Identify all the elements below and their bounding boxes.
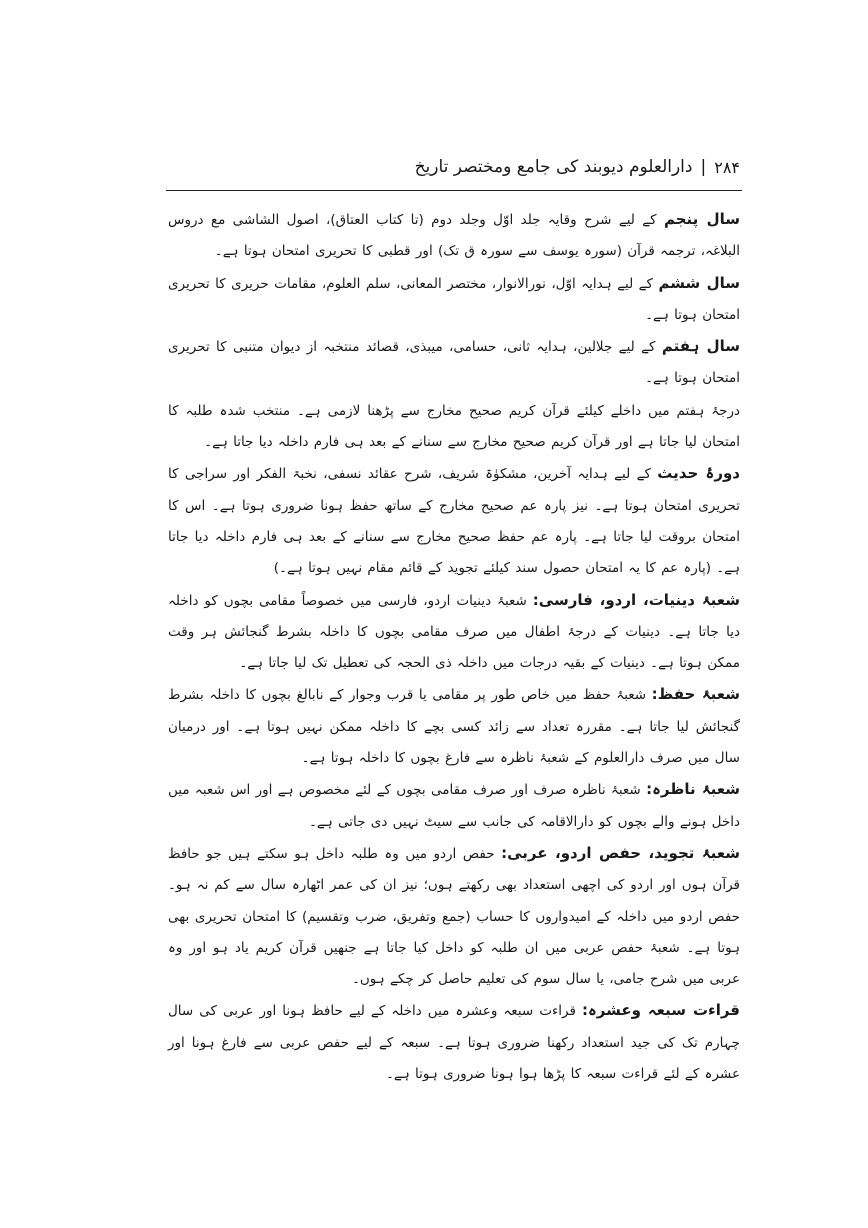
paragraph-text: شعبۂ ناظرہ صرف اور صرف مقامی بچوں کے لئے مخصوص ہے اور اس شعبہ میں داخل ہونے والے بچوں کو دارالاقامہ کی جانب سے سیٹ نہیں دی جاتی ہے۔ [168,782,740,830]
paragraph-heading: سال پنجم [663,210,740,228]
paragraph-text: شعبۂ حفظ میں خاص طور پر مقامی یا قرب وجوار کے نابالغ بچوں کا داخلہ بشرط گنجائش لیا جاتا ہے۔ مقررہ تعداد سے زائد کسی بچے کا داخلہ ممکن نہیں ہوتا ہے۔ اور درمیان سال میں صرف دارالعلوم کے شعبۂ ناظرہ سے فارغ بچوں کا داخلہ ہوتا ہے۔ [168,687,740,767]
paragraph-nazira [168,774,740,838]
paragraph-year-6 [168,268,740,332]
running-header [168,150,740,184]
paragraph-text: کے لیے ہدایہ اوّل، نورالانوار، مختصر المعانی، سلم العلوم، مقامات حریری کا تحریری امتحان ہوتا ہے۔ [168,275,740,323]
paragraph-diniyat [168,585,740,680]
paragraph-text: درجۂ ہفتم میں داخلے کیلئے قرآن کریم صحیح مخارج سے پڑھنا لازمی ہے۔ منتخب شدہ طلبہ کا امتحان لیا جاتا ہے اور قرآن کریم صحیح مخارج سے سنانے کے بعد ہی فارم داخلہ دیا جاتا ہے۔ [168,402,740,451]
paragraph-year-7 [168,331,740,395]
paragraph-year-7-admission [168,395,740,459]
page-number: ۲۸۴ [714,157,740,177]
paragraph-text: کے لیے ہدایہ آخرین، مشکوٰۃ شریف، شرح عقائد نسفی، نخبۃ الفکر اور سراجی کا تحریری امتحان ہوتا ہے۔ نیز پارہ عم صحیح مخارج کے ساتھ حفظ ہونا ضروری ہوتا ہے۔ اس کا امتحان بروقت لیا جاتا ہے۔ پارہ عم حفظ صحیح مخارج سے سنانے کے بعد ہی فارم داخلہ دیا جاتا ہے۔ (پارہ عم کا یہ امتحان حصول سند کیلئے تجوید کے قائم مقام نہیں ہوتا ہے۔) [168,466,740,577]
paragraph-text: حفص اردو میں وہ طلبہ داخل ہو سکتے ہیں جو حافظ قرآن ہوں اور اردو کی اچھی استعداد بھی رکھتے ہوں؛ نیز ان کی عمر اٹھارہ سال سے کم نہ ہو۔ حفص اردو میں داخلہ کے امیدواروں کا حساب (جمع وتفریق، ضرب وتقسیم) کا امتحان تحریری بھی ہوتا ہے۔ شعبۂ حفص عربی میں ان طلبہ کو داخل کیا جاتا ہے جنھیں قرآن کریم یاد ہو اور وہ عربی میں شرح جامی، یا سال سوم کی تعلیم حاصل کر چکے ہوں۔ [168,845,740,988]
paragraph-heading: شعبۂ ناظرہ: [646,780,740,799]
book-title: دارالعلوم دیوبند کی جامع ومختصر تاریخ [414,157,693,177]
paragraph-daura-hadith [168,458,740,584]
paragraph-text: قراءت سبعہ وعشرہ میں داخلہ کے لیے حافظ ہونا اور عربی کی سال چہارم تک کی جید استعداد رکھنا ضروری ہوتا ہے۔ سبعہ کے لیے حفص عربی سے فارغ ہونا اور عشرہ کے لئے قراءت سبعہ کا پڑھا ہوا ہونا ضروری ہوتا ہے۔ [168,1003,740,1083]
header-separator: | [700,157,707,177]
paragraph-heading: سال ششم [658,273,740,292]
body-text [168,204,740,1090]
paragraph-heading: شعبۂ تجوید، حفص اردو، عربی: [501,843,740,862]
paragraph-hifz [168,679,740,774]
paragraph-heading: شعبۂ دینیات، اردو، فارسی: [532,590,740,609]
paragraph-text: کے لیے جلالین، ہدایہ ثانی، حسامی، میبذی، قصائد منتخبہ از دیوان متنبی کا تحریری امتحان ہوتا ہے۔ [168,339,740,387]
paragraph-heading: قراءت سبعہ وعشرہ: [581,1001,740,1020]
paragraph-heading: شعبۂ حفظ: [651,685,740,704]
paragraph-text: شعبۂ دینیات اردو، فارسی میں خصوصاً مقامی بچوں کو داخلہ دیا جاتا ہے۔ دینیات کے درجۂ اطفال میں صرف مقامی بچوں کا داخلہ بشرط گنجائش ہر وقت ممکن ہوتا ہے۔ دینیات کے بقیہ درجات میں داخلہ ذی الحجہ کی تعطیل تک لیا جاتا ہے۔ [168,592,740,672]
header-rule [166,190,742,191]
paragraph-heading: دورۂ حدیث [657,464,741,483]
paragraph-qiraat [168,995,740,1090]
paragraph-year-5 [168,204,740,268]
paragraph-text: کے لیے شرح وقایہ جلد اوّل وجلد دوم (تا کتاب العتاق)، اصول الشاشی مع دروس البلاغہ، ترجمہ قرآن (سورہ یوسف سے سورہ ق تک) اور قطبی کا تحریری امتحان ہوتا ہے۔ [168,212,740,260]
paragraph-tajweed [168,838,740,995]
paragraph-heading: سال ہفتم [661,337,740,356]
